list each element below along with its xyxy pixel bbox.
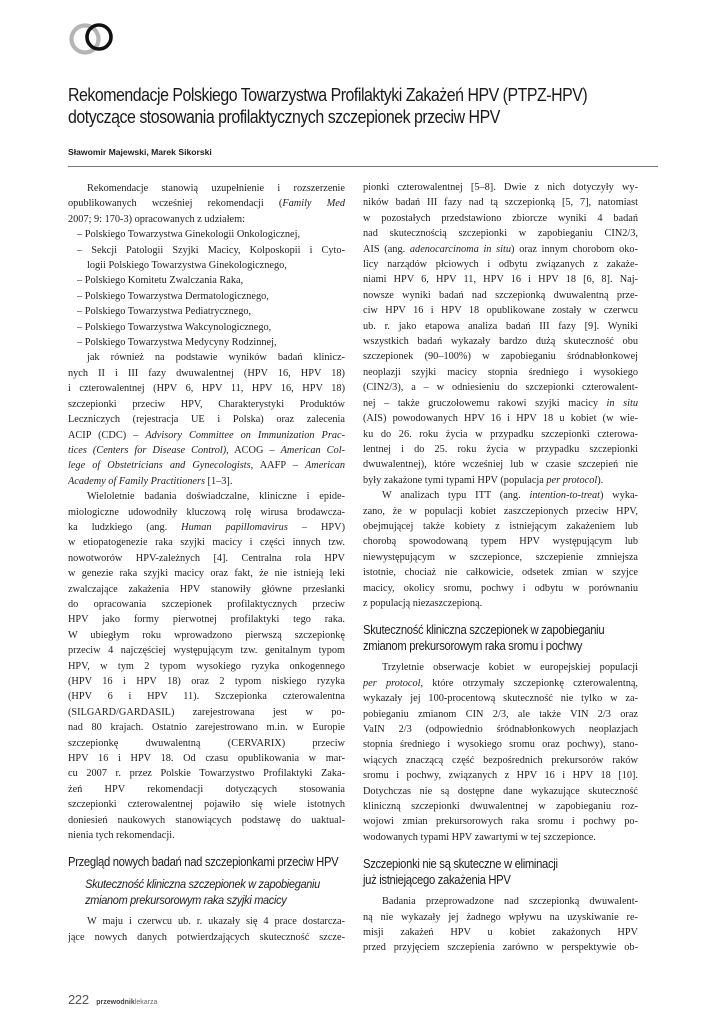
spacer — [68, 843, 345, 854]
text-line: wykazały jej 100-procentową skuteczność nie tylko w za- — [363, 693, 638, 705]
text-line: licy narządów płciowych i odbytu związanych z zakaże- — [363, 259, 638, 271]
text-line: szczepionkę dwuwalentną (CERVARIX) przeciw — [68, 737, 345, 749]
text-line: nych II i III fazy dwuwalentnej (HPV 16, HPV 18) — [68, 367, 345, 379]
text-line: – Polskiego Towarzystwa Medycyny Rodzinnej, — [77, 337, 277, 349]
text-line: niami HPV 6, HPV 11, HPV 16 i HPV 18 [6, 8]. Naj- — [363, 274, 638, 286]
text-line: kliniczną szczepionki dwuwalentnej w zapobieganiu roz- — [363, 801, 638, 813]
text-line: szczepionek (90–100%) w zapobieganiu śródnabłonkowej — [363, 351, 638, 363]
text-line: misji zakażeń HPV u kobiet zakażonych HPV — [363, 927, 638, 939]
text-line: AIS (ang. adenocarcinoma in situ) oraz innym chorobom oko- — [363, 243, 638, 255]
text-line: nienia tych rekomendacji. — [68, 830, 175, 842]
article-title-line-1: Rekomendacje Polskiego Towarzystwa Profilaktyki Zakażeń HPV (PTPZ-HPV) — [68, 84, 588, 105]
text-line: istotnie, chociaż nie całkowicie, odsetek zmian w szyjce — [363, 567, 638, 579]
text-line: logii Polskiego Towarzystwa Ginekologicznego, — [87, 260, 287, 272]
text-line: nowsze wyniki badań nad szczepionką dwuwalentną prze- — [363, 289, 638, 301]
text-line: w pozostałych przedstawiono zbiorcze wyniki 4 badań — [363, 212, 638, 224]
text-line: macicy, okolicy sromu, pochwy i odbytu w porównaniu — [363, 582, 638, 594]
text-line: ka ludzkiego (ang. Human papillomavirus – HPV) — [68, 521, 345, 533]
text-line: stopnia średniego i wysokiego sromu oraz pochwy), stano- — [363, 739, 638, 751]
text-line: i czterowalentnej (HPV 6, HPV 11, HPV 16, HPV 18) — [68, 383, 345, 395]
text-line: ku do 26. roku życia w przypadku szczepionki czterowa- — [363, 428, 638, 440]
section-heading: Skuteczność kliniczna szczepionek w zapobieganiu — [363, 623, 605, 638]
text-line: HPV jako formy pierwotnej profilaktyki tego raka. — [68, 614, 345, 626]
text-line: w etiopatogenezie raka szyjki macicy i części innych tzw. — [68, 537, 345, 549]
text-line: chorobą spowodowaną typem HPV występującym lub — [363, 536, 638, 548]
text-line: (CIN2/3), a – w odniesieniu do szczepionki czterowalent- — [363, 382, 638, 394]
text-line: ACIP (CDC) – Advisory Committee on Immunization Prac- — [68, 429, 345, 441]
article-title — [68, 84, 588, 128]
text-line: ub. r. jako etapowa analiza badań III fazy [9]. Wyniki — [363, 320, 638, 332]
text-line: szczepionki przeciw HPV, Charakterystyki Produktów — [68, 398, 345, 410]
text-line: przed przyjęciem szczepienia zarówno w perspektywie ob- — [363, 942, 638, 954]
text-line: zano, że w populacji kobiet zaszczepionych przeciw HPV, — [363, 505, 638, 517]
text-line: – Polskiego Komitetu Zwalczania Raka, — [77, 275, 244, 287]
text-line: Wieloletnie badania doświadczalne, kliniczne i epide- — [87, 491, 345, 503]
text-line: nowotworów HPV-zależnych [4]. Centralna rola HPV — [68, 552, 345, 564]
text-line: Leczniczych (rejestracja UE i Polska) oraz zalecenia — [68, 414, 345, 426]
text-line: VaIN 2/3 (odpowiednio śródnabłonkowych neoplazjach — [363, 724, 638, 735]
text-line: W analizach typu ITT (ang. intention-to-treat) wyka- — [382, 490, 638, 502]
spacer — [363, 845, 638, 856]
text-line: lentnej i do 25. roku życia w przypadku szczepionki — [363, 443, 638, 455]
text-line: ną nie wykazały jej żadnego wpływu na uzyskiwanie re- — [363, 911, 638, 923]
section-heading: zmianom prekursorowym raka sromu i pochwy — [363, 639, 583, 654]
text-line: obejmującej także kobiety z istniejącym zakażeniem lub — [363, 520, 638, 532]
text-line: Dotychczas nie są dostępne dane wykazujące skuteczność — [363, 785, 638, 797]
text-line: ciw HPV 16 i HPV 18 opublikowane zostały w czerwcu — [363, 305, 638, 317]
text-line: miologiczne udowodniły kluczową rolę wirusa brodawcza- — [68, 506, 345, 518]
section-heading: już istniejącego zakażenia HPV — [363, 873, 511, 888]
text-line: – Polskiego Towarzystwa Wakcynologicznego, — [77, 321, 272, 333]
text-line: zwalczające zakażenia HPV stanowiły główne przesłanki — [68, 583, 345, 595]
text-line: były zakażone tymi typami HPV (populacja per protocol). — [363, 474, 604, 486]
text-line: do opracowania szczepionek profilaktycznych przeciw — [68, 598, 345, 610]
text-line: doniesień naukowych stanowiących podstawę do uaktual- — [68, 814, 345, 826]
text-line: – Polskiego Towarzystwa Ginekologii Onkologicznej, — [77, 229, 301, 241]
text-line: niewystępującym w szczepionce, szczepienie zmniejsza — [363, 551, 638, 563]
text-line: dwuwalentnej), które wcześniej lub w czasie szczepień nie — [363, 459, 638, 471]
text-line: z populacją niezaszczepioną. — [363, 597, 483, 609]
text-line: ników badań III fazy nad tą szczepionką [5, 7], natomiast — [363, 197, 638, 209]
text-line: (HPV 6 i HPV 11). Szczepionka czterowalentna — [68, 691, 345, 703]
article-title-line-2: dotyczące stosowania profilaktycznych szczepionek przeciw HPV — [68, 106, 500, 127]
text-line: sromu i pochwy, związanych z HPV 16 i HPV 18 [10]. — [363, 770, 638, 782]
text-line: lege of Obstetricians and Gynecologists, AAFP – American — [68, 460, 345, 472]
text-line: Badania przeprowadzone nad szczepionką dwuwalent- — [382, 896, 638, 908]
text-line: jące nowych danych potwierdzających skuteczność szcze- — [68, 931, 345, 943]
text-line: wiących znaczącą część bezpośrednich prekursorów raków — [363, 754, 638, 766]
rings-logo — [68, 18, 118, 60]
text-line: neoplazji szyjki macicy stopnia średniego i wysokiego — [363, 366, 638, 378]
spacer — [363, 611, 638, 622]
column-right — [363, 180, 638, 956]
text-line: W ubiegłym roku wprowadzono pierwszą szczepionkę — [68, 629, 345, 641]
text-line: (HPV 16 i HPV 18) oraz 2 typom niskiego ryzyka — [68, 676, 345, 687]
text-line: nad skutecznością szczepionki w zapobieganiu CIN2/3, — [363, 228, 638, 240]
text-line: jak również na podstawie wyników badań klinicz- — [87, 352, 345, 364]
text-line: tices (Centers for Disease Control), ACOG – American Col- — [68, 444, 345, 456]
text-line: opublikowanych wcześniej rekomendacji (Family Med — [68, 198, 345, 210]
section-heading: Przegląd nowych badań nad szczepionkami przeciw HPV — [68, 855, 339, 870]
section-heading: Szczepionki nie są skuteczne w eliminacji — [363, 857, 558, 872]
text-line: wojowi zmian prekursorowych raka sromu i pochwy po- — [363, 816, 638, 828]
text-line: – Polskiego Towarzystwa Pediatrycznego, — [77, 306, 252, 318]
text-line: wszystkich badań wykazały bardzo dużą skuteczność obu — [363, 336, 638, 348]
page-footer — [68, 991, 157, 1009]
text-line: żeń HPV rekomendacji dotyczących stosowania — [68, 783, 345, 795]
text-line: (AIS) powodowanych HPV 16 i HPV 18 u kobiet (w wie- — [363, 413, 638, 425]
text-line: HPV 16 i HPV 18. Od czasu opublikowania w mar- — [68, 753, 345, 765]
page-number: 222 — [68, 992, 89, 1007]
text-line: per protocol, które otrzymały szczepionkę czterowalentną, — [363, 677, 638, 689]
text-line: nad 80 krajach. Ostatnio zarejestrowano m.in. w Europie — [68, 722, 345, 734]
text-line: szczepionki czterowalentnej pojawiło się wiele istotnych — [68, 799, 345, 811]
text-line: wodowanych typami HPV zawartymi w tej szczepionce. — [363, 831, 596, 843]
text-line: Rekomendacje stanowią uzupełnienie i rozszerzenie — [87, 183, 345, 194]
subsection-heading: Skuteczność kliniczna szczepionek w zapobieganiu — [85, 877, 320, 892]
text-line: pionki czterowalentnej [5–8]. Dwie z nich dotyczyły wy- — [363, 182, 638, 193]
text-line: – Sekcji Patologii Szyjki Macicy, Kolposkopii i Cyto- — [77, 244, 345, 256]
text-line: W maju i czerwcu ub. r. ukazały się 4 prace dostarcza- — [87, 916, 345, 928]
text-line: 2007; 9: 170-3) opracowanych z udziałem: — [68, 213, 245, 225]
text-line: – Polskiego Towarzystwa Dermatologicznego, — [77, 290, 269, 302]
text-line: przeciw 4 najczęściej występującym tzw. genitalnym typom — [68, 645, 345, 657]
authors: Sławomir Majewski, Marek Sikorski — [68, 147, 212, 157]
text-line: pobieganiu zmianom CIN 2/3, ale także VIN 2/3 oraz — [363, 708, 638, 720]
journal-name: przewodnik — [96, 999, 135, 1006]
text-line: w genezie raka szyjki macicy oraz fakt, że nie istnieją leki — [68, 568, 345, 580]
text-line: cu 2007 r. przez Polskie Towarzystwo Profilaktyki Zaka- — [68, 768, 345, 780]
text-line: Trzyletnie obserwacje kobiet w europejskiej populacji — [382, 662, 638, 674]
text-line: HPV, w tym 2 typom wysokiego ryzyka onkogennego — [68, 660, 345, 672]
column-left — [68, 181, 345, 945]
subsection-heading: zmianom prekursorowym raka szyjki macicy — [85, 893, 287, 908]
journal-name-suffix: lekarza — [134, 999, 158, 1006]
text-line: nej – także gruczołowemu rakowi szyjki macicy in situ — [363, 397, 638, 409]
text-line: (SILGARD/GARDASIL) zarejestrowana jest w po- — [68, 706, 345, 718]
text-line: Academy of Family Practitioners [1–3]. — [68, 475, 233, 487]
header-divider — [68, 166, 658, 167]
